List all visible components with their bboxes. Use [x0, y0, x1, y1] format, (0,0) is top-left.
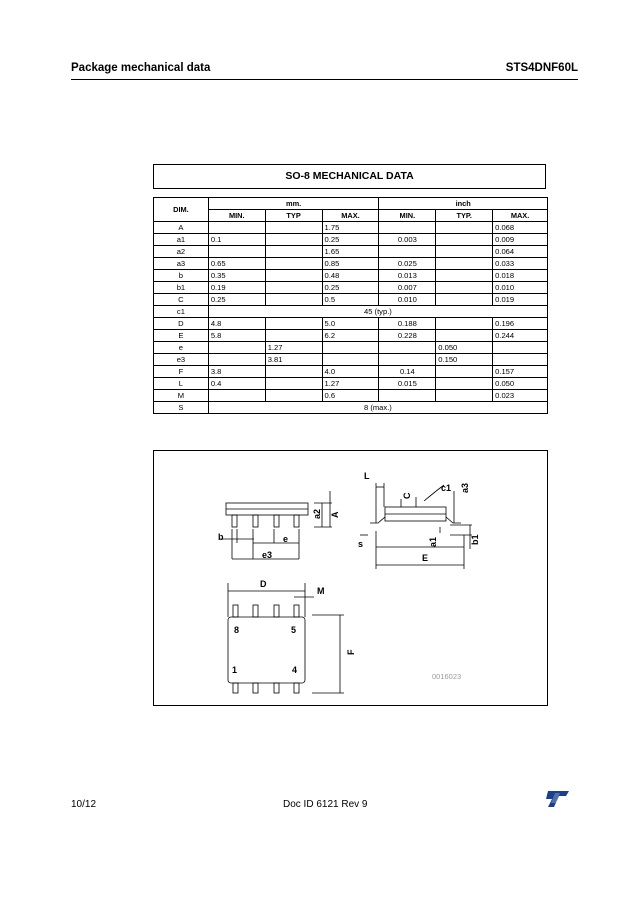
value-cell [265, 258, 322, 270]
dim-cell: c1 [154, 306, 209, 318]
st-logo-icon [544, 789, 570, 809]
value-cell: 0.19 [208, 282, 265, 294]
value-cell: 0.4 [208, 378, 265, 390]
value-cell: 0.018 [493, 270, 548, 282]
value-cell: 0.068 [493, 222, 548, 234]
value-cell [436, 318, 493, 330]
value-cell: 5.8 [208, 330, 265, 342]
value-cell [265, 270, 322, 282]
dim-cell: L [154, 378, 209, 390]
value-cell [436, 378, 493, 390]
col-header: MAX. [493, 210, 548, 222]
value-cell [379, 354, 436, 366]
value-cell: 1.27 [265, 342, 322, 354]
table-row [154, 378, 548, 390]
value-cell [436, 270, 493, 282]
value-cell: 4.0 [322, 366, 379, 378]
value-cell [436, 366, 493, 378]
value-cell: 0.35 [208, 270, 265, 282]
value-cell [265, 366, 322, 378]
value-cell: 5.0 [322, 318, 379, 330]
inch-group-header: inch [379, 198, 548, 210]
doc-id: Doc ID 6121 Rev 9 [283, 799, 368, 810]
value-cell [265, 330, 322, 342]
value-cell: 0.25 [322, 234, 379, 246]
label-a1: a1 [428, 536, 438, 547]
span-cell: 8 (max.) [208, 402, 547, 414]
value-cell [208, 354, 265, 366]
mm-group-header: mm. [208, 198, 379, 210]
value-cell: 0.1 [208, 234, 265, 246]
value-cell [436, 258, 493, 270]
value-cell [265, 390, 322, 402]
drawing-code: 0016023 [432, 672, 462, 681]
label-D: D [260, 579, 267, 589]
dim-cell: e [154, 342, 209, 354]
value-cell [436, 390, 493, 402]
value-cell: 0.5 [322, 294, 379, 306]
table-body [154, 222, 548, 414]
value-cell: 0.25 [208, 294, 265, 306]
dim-cell: S [154, 402, 209, 414]
value-cell: 0.010 [379, 294, 436, 306]
value-cell: 0.019 [493, 294, 548, 306]
table-row [154, 390, 548, 402]
table-row [154, 234, 548, 246]
label-b: b [218, 532, 224, 542]
value-cell [265, 294, 322, 306]
value-cell: 0.65 [208, 258, 265, 270]
pin-8-label: 8 [234, 625, 240, 635]
value-cell [379, 246, 436, 258]
value-cell [379, 342, 436, 354]
dim-cell: M [154, 390, 209, 402]
value-cell [265, 318, 322, 330]
header-rule [71, 79, 578, 80]
table-row [154, 330, 548, 342]
value-cell: 0.064 [493, 246, 548, 258]
table-row [154, 402, 548, 414]
value-cell [265, 282, 322, 294]
end-view [360, 483, 472, 569]
value-cell [436, 330, 493, 342]
value-cell: 0.009 [493, 234, 548, 246]
value-cell [436, 294, 493, 306]
label-F: F [346, 649, 356, 655]
top-view [228, 583, 344, 693]
label-A: A [330, 511, 340, 518]
pin-1-label: 1 [232, 665, 238, 675]
package-drawing [153, 450, 548, 706]
table-row [154, 270, 548, 282]
value-cell [265, 378, 322, 390]
value-cell: 1.75 [322, 222, 379, 234]
col-header: MAX. [322, 210, 379, 222]
value-cell [493, 342, 548, 354]
value-cell: 0.050 [493, 378, 548, 390]
value-cell: 6.2 [322, 330, 379, 342]
section-title: Package mechanical data [71, 62, 211, 74]
table-row [154, 258, 548, 270]
value-cell: 3.81 [265, 354, 322, 366]
value-cell: 0.85 [322, 258, 379, 270]
side-view [220, 491, 332, 559]
label-s: s [358, 539, 364, 549]
table-row [154, 294, 548, 306]
value-cell: 0.25 [322, 282, 379, 294]
dim-cell: A [154, 222, 209, 234]
package-outline-drawing [154, 451, 547, 705]
value-cell: 0.48 [322, 270, 379, 282]
value-cell: 0.150 [436, 354, 493, 366]
value-cell [208, 342, 265, 354]
label-c1: c1 [441, 483, 452, 493]
value-cell: 0.188 [379, 318, 436, 330]
table-row [154, 354, 548, 366]
table-row [154, 222, 548, 234]
pin-4-label: 4 [292, 665, 298, 675]
dim-cell: C [154, 294, 209, 306]
dim-cell: F [154, 366, 209, 378]
dim-cell: a1 [154, 234, 209, 246]
value-cell: 3.8 [208, 366, 265, 378]
value-cell [208, 390, 265, 402]
label-M: M [317, 586, 325, 596]
dim-cell: E [154, 330, 209, 342]
label-L: L [364, 471, 370, 481]
table-row [154, 306, 548, 318]
table-title: SO-8 MECHANICAL DATA [153, 164, 546, 189]
col-header: MIN. [379, 210, 436, 222]
value-cell: 1.65 [322, 246, 379, 258]
col-header: TYP [265, 210, 322, 222]
value-cell [379, 222, 436, 234]
value-cell [322, 354, 379, 366]
value-cell: 4.8 [208, 318, 265, 330]
value-cell: 0.14 [379, 366, 436, 378]
value-cell: 0.010 [493, 282, 548, 294]
dim-header: DIM. [154, 198, 209, 222]
value-cell [208, 222, 265, 234]
value-cell [436, 222, 493, 234]
value-cell: 0.244 [493, 330, 548, 342]
dim-cell: a2 [154, 246, 209, 258]
table-row [154, 282, 548, 294]
label-e: e [283, 534, 289, 544]
dim-cell: e3 [154, 354, 209, 366]
value-cell: 0.023 [493, 390, 548, 402]
table-row [154, 318, 548, 330]
value-cell [493, 354, 548, 366]
dim-cell: D [154, 318, 209, 330]
dim-cell: b [154, 270, 209, 282]
value-cell: 0.050 [436, 342, 493, 354]
label-C: C [402, 492, 412, 499]
value-cell: 0.6 [322, 390, 379, 402]
col-header: MIN. [208, 210, 265, 222]
mechanical-data-table-block [153, 164, 546, 414]
col-header: TYP. [436, 210, 493, 222]
value-cell [436, 246, 493, 258]
label-b1: b1 [470, 534, 480, 545]
value-cell [436, 234, 493, 246]
label-e3: e3 [262, 550, 273, 560]
value-cell: 0.015 [379, 378, 436, 390]
value-cell [436, 282, 493, 294]
mechanical-data-table [153, 197, 548, 414]
span-cell: 45 (typ.) [208, 306, 547, 318]
table-row [154, 342, 548, 354]
pin-5-label: 5 [291, 625, 297, 635]
label-a2: a2 [312, 508, 322, 519]
value-cell: 0.228 [379, 330, 436, 342]
label-E: E [422, 553, 429, 563]
value-cell: 0.013 [379, 270, 436, 282]
value-cell [379, 390, 436, 402]
value-cell [265, 234, 322, 246]
value-cell: 0.003 [379, 234, 436, 246]
value-cell: 0.196 [493, 318, 548, 330]
value-cell: 0.157 [493, 366, 548, 378]
part-number: STS4DNF60L [505, 62, 578, 74]
value-cell [208, 246, 265, 258]
dim-cell: b1 [154, 282, 209, 294]
label-a3: a3 [460, 482, 470, 493]
value-cell [322, 342, 379, 354]
value-cell: 0.025 [379, 258, 436, 270]
page-number: 10/12 [71, 799, 97, 810]
dim-cell: a3 [154, 258, 209, 270]
value-cell [265, 222, 322, 234]
table-row [154, 366, 548, 378]
value-cell: 0.007 [379, 282, 436, 294]
value-cell [265, 246, 322, 258]
value-cell: 1.27 [322, 378, 379, 390]
value-cell: 0.033 [493, 258, 548, 270]
table-row [154, 246, 548, 258]
